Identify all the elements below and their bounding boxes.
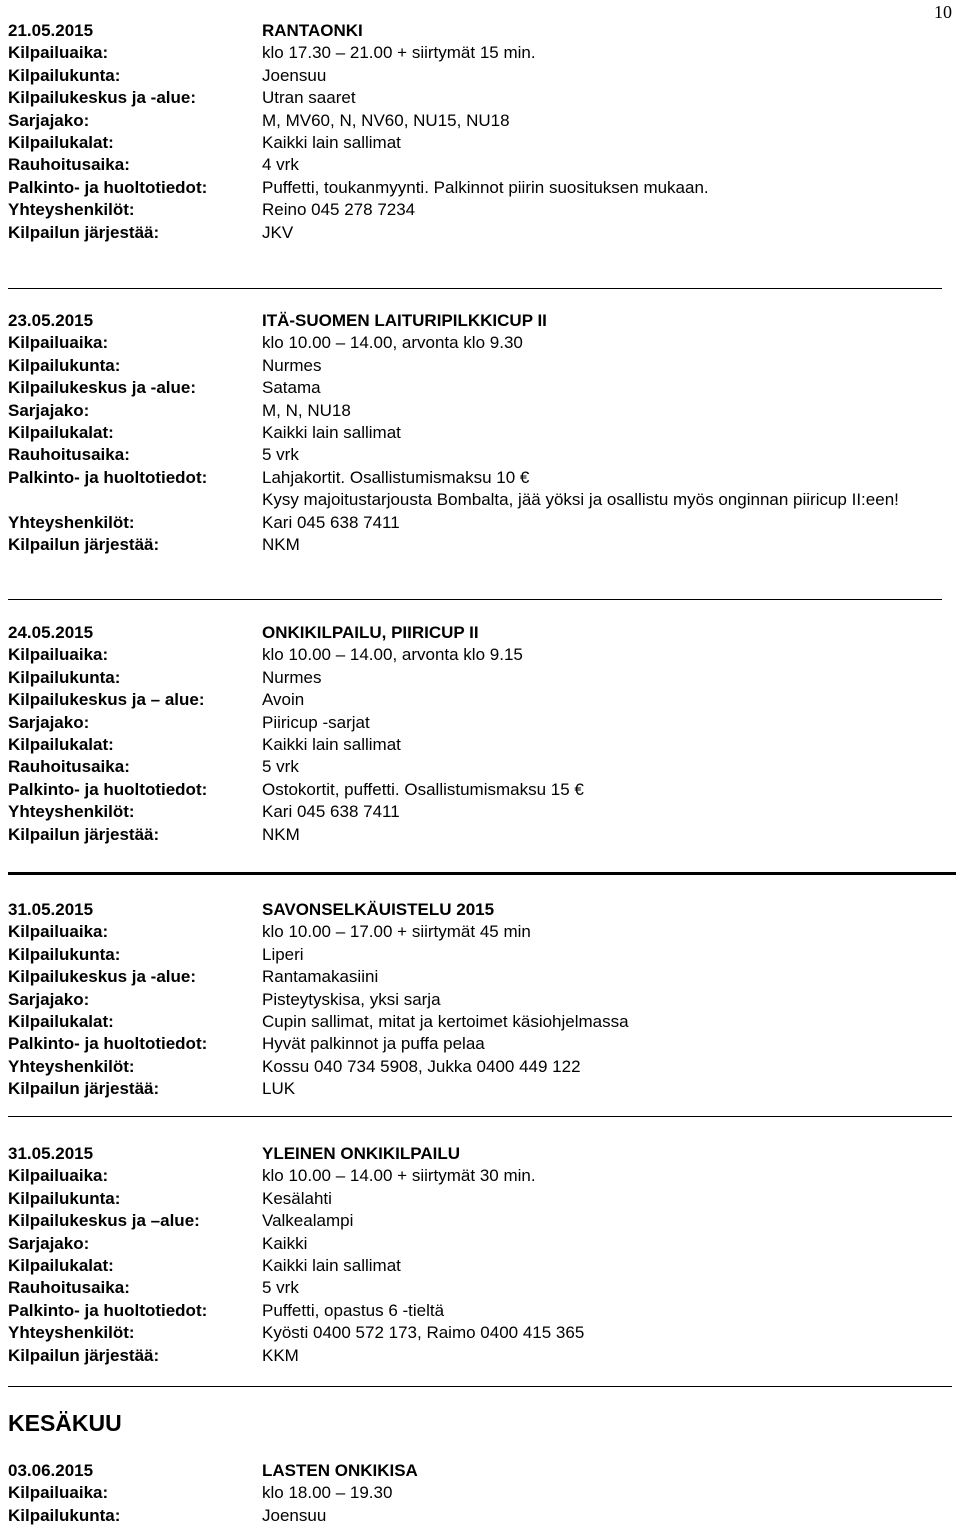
- info-row: [8, 422, 952, 444]
- info-row: [8, 824, 952, 846]
- field-value: LUK: [262, 1079, 296, 1099]
- info-row: [8, 222, 952, 244]
- field-label: Kilpailukalat:: [8, 1255, 114, 1275]
- event-title: RANTAONKI: [262, 21, 363, 40]
- event-title: SAVONSELKÄUISTELU 2015: [262, 900, 495, 919]
- info-row: [8, 199, 952, 221]
- info-row: [8, 1165, 952, 1187]
- field-value: 5 vrk: [262, 1278, 299, 1298]
- info-row: [8, 1078, 952, 1100]
- separator-line: [8, 599, 942, 600]
- info-row: [8, 534, 952, 556]
- field-label: Yhteyshenkilöt:: [8, 200, 135, 220]
- field-label: Kilpailun järjestää:: [8, 222, 160, 242]
- separator-line: [8, 288, 942, 289]
- field-value: Kaikki lain sallimat: [262, 132, 401, 152]
- field-label: Palkinto- ja huoltotiedot:: [8, 1300, 208, 1320]
- info-row: [8, 779, 952, 801]
- field-value: Joensuu: [262, 1505, 327, 1525]
- event-block: [8, 1460, 952, 1527]
- field-label: Kilpailuaika:: [8, 645, 109, 665]
- field-value: Kysy majoitustarjousta Bombalta, jää yöksi ja osallistu myös onginnan piiricup II:een!: [262, 490, 899, 510]
- info-row: [8, 1011, 952, 1033]
- field-label: Kilpailukunta:: [8, 944, 121, 964]
- info-row: [8, 489, 952, 511]
- field-value: Valkealampi: [262, 1211, 354, 1231]
- event-header: [8, 622, 952, 644]
- info-row: [8, 65, 952, 87]
- info-row: [8, 734, 952, 756]
- info-row: [8, 801, 952, 823]
- event-block: [8, 899, 952, 1101]
- field-label: Kilpailukalat:: [8, 422, 114, 442]
- field-label: Yhteyshenkilöt:: [8, 512, 135, 532]
- event-date: 21.05.2015: [8, 21, 94, 40]
- field-value: Reino 045 278 7234: [262, 200, 416, 220]
- field-value: klo 10.00 – 14.00, arvonta klo 9.30: [262, 333, 523, 353]
- info-row: [8, 177, 952, 199]
- field-label: Kilpailukalat:: [8, 1011, 114, 1031]
- field-label: Yhteyshenkilöt:: [8, 1323, 135, 1343]
- event-date: 24.05.2015: [8, 623, 94, 642]
- info-row: [8, 1345, 952, 1367]
- event-header: [8, 20, 952, 42]
- info-row: [8, 1210, 952, 1232]
- field-value: Kari 045 638 7411: [262, 512, 400, 532]
- info-row: [8, 667, 952, 689]
- info-row: [8, 1322, 952, 1344]
- event-date: 31.05.2015: [8, 900, 94, 919]
- field-value: Pisteytyskisa, yksi sarja: [262, 989, 441, 1009]
- event-date: 03.06.2015: [8, 1461, 94, 1480]
- field-label: Kilpailukalat:: [8, 132, 114, 152]
- info-row: [8, 355, 952, 377]
- field-label: Kilpailukunta:: [8, 355, 121, 375]
- field-label: Sarjajako:: [8, 400, 90, 420]
- info-row: [8, 1056, 952, 1078]
- info-row: [8, 756, 952, 778]
- field-value: Kaikki lain sallimat: [262, 1255, 401, 1275]
- info-row: [8, 1255, 952, 1277]
- field-value: klo 10.00 – 17.00 + siirtymät 45 min: [262, 922, 531, 942]
- event-date: 31.05.2015: [8, 1144, 94, 1163]
- field-label: Kilpailukunta:: [8, 65, 121, 85]
- event-header: [8, 1143, 952, 1165]
- field-label: Kilpailun järjestää:: [8, 534, 160, 554]
- info-row: [8, 1277, 952, 1299]
- field-value: Nurmes: [262, 667, 322, 687]
- info-row: [8, 1233, 952, 1255]
- field-value: Satama: [262, 378, 321, 398]
- info-row: [8, 944, 952, 966]
- field-label: Rauhoitusaika:: [8, 445, 130, 465]
- info-row: [8, 400, 952, 422]
- field-value: klo 17.30 – 21.00 + siirtymät 15 min.: [262, 43, 536, 63]
- field-value: M, N, NU18: [262, 400, 351, 420]
- event-header: [8, 310, 952, 332]
- field-value: Avoin: [262, 690, 305, 710]
- field-value: Rantamakasiini: [262, 967, 379, 987]
- field-value: Joensuu: [262, 65, 327, 85]
- field-label: Kilpailukeskus ja – alue:: [8, 690, 205, 710]
- separator-line: [8, 1116, 952, 1117]
- info-row: [8, 110, 952, 132]
- field-value: JKV: [262, 222, 294, 242]
- field-label: Rauhoitusaika:: [8, 1278, 130, 1298]
- field-label: Sarjajako:: [8, 989, 90, 1009]
- event-block: [8, 20, 952, 244]
- field-value: Utran saaret: [262, 88, 356, 108]
- field-label: Kilpailuaika:: [8, 43, 109, 63]
- info-row: [8, 1188, 952, 1210]
- field-label: Sarjajako:: [8, 1233, 90, 1253]
- event-block: [8, 1143, 952, 1367]
- event-title: LASTEN ONKIKISA: [262, 1461, 418, 1480]
- info-row: [8, 712, 952, 734]
- field-label: Kilpailukunta:: [8, 1505, 121, 1525]
- page-number: 10: [934, 2, 952, 22]
- field-value: Kaikki lain sallimat: [262, 422, 401, 442]
- field-value: NKM: [262, 824, 300, 844]
- field-label: Kilpailukunta:: [8, 1188, 121, 1208]
- event-block: [8, 310, 952, 556]
- field-label: Kilpailuaika:: [8, 1166, 109, 1186]
- event-date: 23.05.2015: [8, 311, 94, 330]
- field-value: KKM: [262, 1345, 299, 1365]
- field-label: Kilpailukalat:: [8, 734, 114, 754]
- info-row: [8, 467, 952, 489]
- field-value: Kaikki: [262, 1233, 308, 1253]
- field-value: Cupin sallimat, mitat ja kertoimet käsiohjelmassa: [262, 1011, 629, 1031]
- field-value: Nurmes: [262, 355, 322, 375]
- info-row: [8, 87, 952, 109]
- field-label: Palkinto- ja huoltotiedot:: [8, 779, 208, 799]
- field-value: Piiricup -sarjat: [262, 712, 370, 732]
- field-value: 5 vrk: [262, 445, 299, 465]
- info-row: [8, 512, 952, 534]
- field-value: Kossu 040 734 5908, Jukka 0400 449 122: [262, 1056, 581, 1076]
- field-value: klo 10.00 – 14.00 + siirtymät 30 min.: [262, 1166, 536, 1186]
- field-label: Kilpailukunta:: [8, 667, 121, 687]
- field-value: Kari 045 638 7411: [262, 802, 400, 822]
- field-value: 4 vrk: [262, 155, 299, 175]
- field-value: NKM: [262, 534, 300, 554]
- field-label: Palkinto- ja huoltotiedot:: [8, 467, 208, 487]
- event-title: ITÄ-SUOMEN LAITURIPILKKICUP II: [262, 311, 547, 330]
- info-row: [8, 1505, 952, 1527]
- info-row: [8, 444, 952, 466]
- field-label: Kilpailuaika:: [8, 1483, 109, 1503]
- separator-line: [8, 872, 956, 875]
- field-label: Sarjajako:: [8, 110, 90, 130]
- field-value: M, MV60, N, NV60, NU15, NU18: [262, 110, 510, 130]
- field-value: Kaikki lain sallimat: [262, 734, 401, 754]
- info-row: [8, 42, 952, 64]
- field-label: Kilpailun järjestää:: [8, 1079, 160, 1099]
- info-row: [8, 989, 952, 1011]
- separator-line: [8, 1386, 952, 1387]
- field-value: klo 18.00 – 19.30: [262, 1483, 393, 1503]
- field-label: Kilpailuaika:: [8, 333, 109, 353]
- event-header: [8, 899, 952, 921]
- field-label: Sarjajako:: [8, 712, 90, 732]
- field-label: Palkinto- ja huoltotiedot:: [8, 177, 208, 197]
- field-value: Puffetti, toukanmyynti. Palkinnot piirin suosituksen mukaan.: [262, 177, 709, 197]
- info-row: [8, 1300, 952, 1322]
- field-value: Liperi: [262, 944, 304, 964]
- event-title: ONKIKILPAILU, PIIRICUP II: [262, 623, 479, 642]
- event-block: [8, 622, 952, 846]
- field-label: Rauhoitusaika:: [8, 757, 130, 777]
- field-label: Kilpailun järjestää:: [8, 1345, 160, 1365]
- field-label: Kilpailuaika:: [8, 922, 109, 942]
- field-value: klo 10.00 – 14.00, arvonta klo 9.15: [262, 645, 523, 665]
- info-row: [8, 644, 952, 666]
- info-row: [8, 132, 952, 154]
- field-value: Ostokortit, puffetti. Osallistumismaksu 15 €: [262, 779, 584, 799]
- field-label: Kilpailukeskus ja -alue:: [8, 967, 197, 987]
- info-row: [8, 332, 952, 354]
- field-label: Yhteyshenkilöt:: [8, 802, 135, 822]
- field-label: Palkinto- ja huoltotiedot:: [8, 1034, 208, 1054]
- field-value: Hyvät palkinnot ja puffa pelaa: [262, 1034, 485, 1054]
- info-row: [8, 377, 952, 399]
- event-header: [8, 1460, 952, 1482]
- field-label: Rauhoitusaika:: [8, 155, 130, 175]
- field-label: Kilpailukeskus ja -alue:: [8, 88, 197, 108]
- month-heading: KESÄKUU: [8, 1410, 122, 1436]
- info-row: [8, 921, 952, 943]
- field-label: Kilpailun järjestää:: [8, 824, 160, 844]
- info-row: [8, 966, 952, 988]
- info-row: [8, 1033, 952, 1055]
- field-label: Kilpailukeskus ja –alue:: [8, 1211, 200, 1231]
- event-title: YLEINEN ONKIKILPAILU: [262, 1144, 461, 1163]
- field-label: Yhteyshenkilöt:: [8, 1056, 135, 1076]
- info-row: [8, 689, 952, 711]
- field-label: Kilpailukeskus ja -alue:: [8, 378, 197, 398]
- field-value: Lahjakortit. Osallistumismaksu 10 €: [262, 467, 530, 487]
- info-row: [8, 1482, 952, 1504]
- info-row: [8, 154, 952, 176]
- field-value: Kyösti 0400 572 173, Raimo 0400 415 365: [262, 1323, 585, 1343]
- field-value: 5 vrk: [262, 757, 299, 777]
- field-value: Puffetti, opastus 6 -tieltä: [262, 1300, 445, 1320]
- field-value: Kesälahti: [262, 1188, 332, 1208]
